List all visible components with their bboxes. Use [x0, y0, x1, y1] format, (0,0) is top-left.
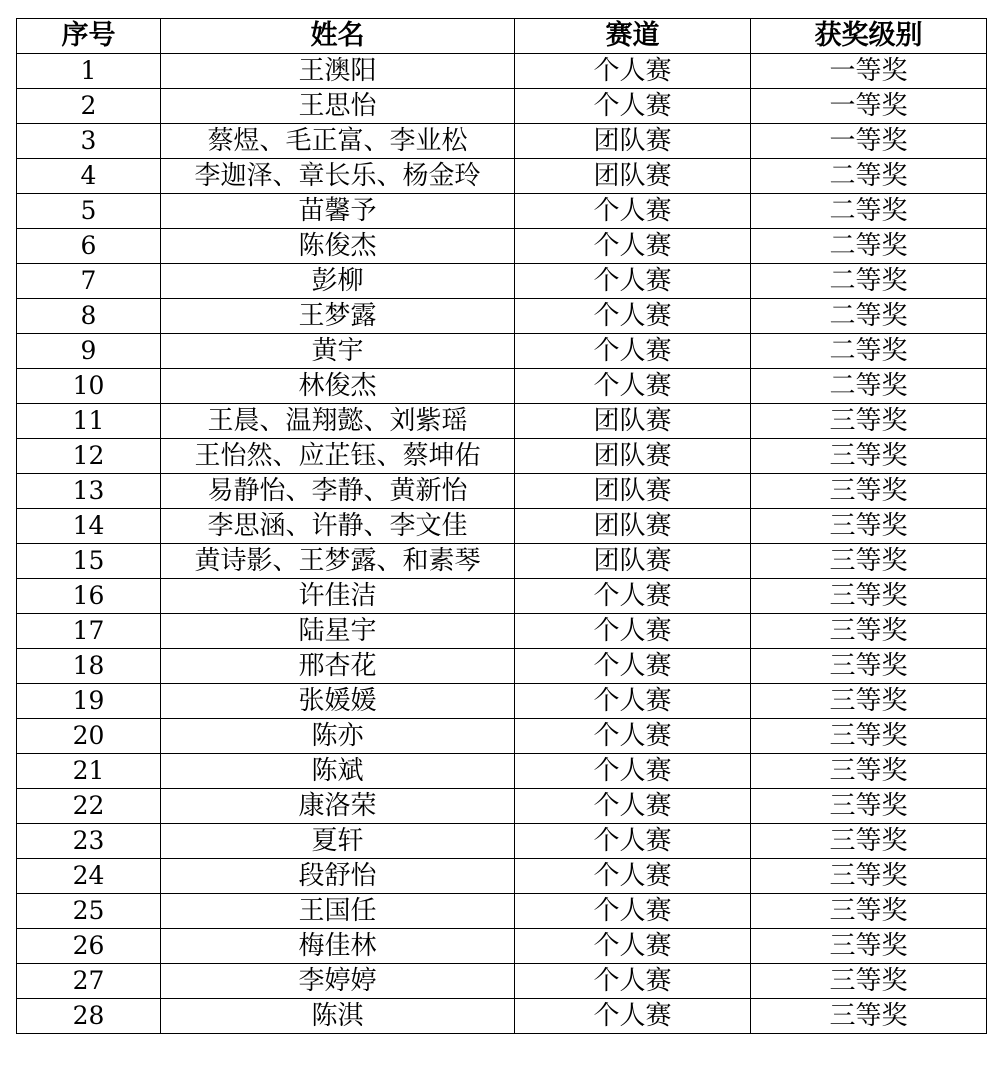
cell-track: 个人赛: [515, 54, 751, 89]
cell-serial-number: 10: [17, 369, 161, 404]
cell-name: 蔡煜、毛正富、李业松: [161, 124, 515, 159]
cell-serial-number: 4: [17, 159, 161, 194]
table-row: [17, 929, 987, 964]
cell-track: 个人赛: [515, 614, 751, 649]
cell-serial-number: 11: [17, 404, 161, 439]
cell-serial-number: 25: [17, 894, 161, 929]
cell-track: 个人赛: [515, 369, 751, 404]
cell-award-level: 三等奖: [751, 474, 987, 509]
cell-track: 个人赛: [515, 754, 751, 789]
cell-award-level: 一等奖: [751, 54, 987, 89]
cell-name: 陆星宇: [161, 614, 515, 649]
cell-name: 彭柳: [161, 264, 515, 299]
cell-track: 团队赛: [515, 509, 751, 544]
table-row: [17, 544, 987, 579]
table-row: [17, 719, 987, 754]
table-row: [17, 439, 987, 474]
cell-award-level: 三等奖: [751, 439, 987, 474]
cell-name: 陈亦: [161, 719, 515, 754]
cell-name: 张媛媛: [161, 684, 515, 719]
cell-name: 王国任: [161, 894, 515, 929]
cell-award-level: 三等奖: [751, 789, 987, 824]
cell-track: 个人赛: [515, 229, 751, 264]
cell-track: 个人赛: [515, 264, 751, 299]
cell-award-level: 三等奖: [751, 964, 987, 999]
cell-award-level: 三等奖: [751, 859, 987, 894]
cell-name: 梅佳林: [161, 929, 515, 964]
cell-serial-number: 27: [17, 964, 161, 999]
table-row: [17, 264, 987, 299]
cell-award-level: 三等奖: [751, 929, 987, 964]
table-row: [17, 194, 987, 229]
cell-track: 团队赛: [515, 439, 751, 474]
cell-award-level: 一等奖: [751, 124, 987, 159]
cell-track: 个人赛: [515, 964, 751, 999]
table-row: [17, 474, 987, 509]
cell-name: 李迦泽、章长乐、杨金玲: [161, 159, 515, 194]
table-row: [17, 89, 987, 124]
cell-track: 个人赛: [515, 89, 751, 124]
header-award-level: 获奖级别: [751, 19, 987, 54]
cell-name: 黄诗影、王梦露、和素琴: [161, 544, 515, 579]
cell-name: 邢杏花: [161, 649, 515, 684]
cell-name: 黄宇: [161, 334, 515, 369]
cell-serial-number: 7: [17, 264, 161, 299]
cell-award-level: 二等奖: [751, 369, 987, 404]
cell-serial-number: 16: [17, 579, 161, 614]
cell-name: 康洛荣: [161, 789, 515, 824]
cell-serial-number: 14: [17, 509, 161, 544]
cell-track: 团队赛: [515, 159, 751, 194]
table-row: [17, 369, 987, 404]
cell-track: 团队赛: [515, 474, 751, 509]
cell-track: 个人赛: [515, 579, 751, 614]
cell-name: 李婷婷: [161, 964, 515, 999]
cell-serial-number: 6: [17, 229, 161, 264]
cell-track: 个人赛: [515, 299, 751, 334]
cell-award-level: 三等奖: [751, 719, 987, 754]
cell-track: 团队赛: [515, 404, 751, 439]
cell-name: 易静怡、李静、黄新怡: [161, 474, 515, 509]
cell-serial-number: 19: [17, 684, 161, 719]
cell-track: 个人赛: [515, 719, 751, 754]
table-row: [17, 334, 987, 369]
cell-award-level: 三等奖: [751, 579, 987, 614]
cell-award-level: 三等奖: [751, 404, 987, 439]
cell-serial-number: 13: [17, 474, 161, 509]
cell-track: 个人赛: [515, 334, 751, 369]
table-row: [17, 404, 987, 439]
table-row: [17, 824, 987, 859]
cell-track: 个人赛: [515, 824, 751, 859]
cell-name: 陈俊杰: [161, 229, 515, 264]
cell-award-level: 三等奖: [751, 999, 987, 1034]
table-row: [17, 159, 987, 194]
cell-name: 夏轩: [161, 824, 515, 859]
cell-award-level: 二等奖: [751, 194, 987, 229]
cell-award-level: 二等奖: [751, 159, 987, 194]
table-row: [17, 789, 987, 824]
cell-track: 个人赛: [515, 894, 751, 929]
cell-name: 王思怡: [161, 89, 515, 124]
cell-name: 李思涵、许静、李文佳: [161, 509, 515, 544]
cell-track: 团队赛: [515, 544, 751, 579]
cell-track: 个人赛: [515, 929, 751, 964]
header-row: [17, 19, 987, 54]
table-row: [17, 684, 987, 719]
cell-track: 个人赛: [515, 194, 751, 229]
cell-track: 个人赛: [515, 684, 751, 719]
cell-serial-number: 15: [17, 544, 161, 579]
table-row: [17, 894, 987, 929]
table-row: [17, 54, 987, 89]
cell-name: 陈斌: [161, 754, 515, 789]
cell-serial-number: 1: [17, 54, 161, 89]
table-row: [17, 124, 987, 159]
cell-name: 王梦露: [161, 299, 515, 334]
table-row: [17, 999, 987, 1034]
cell-name: 许佳洁: [161, 579, 515, 614]
cell-track: 个人赛: [515, 999, 751, 1034]
cell-serial-number: 21: [17, 754, 161, 789]
cell-serial-number: 9: [17, 334, 161, 369]
cell-name: 王晨、温翔懿、刘紫瑶: [161, 404, 515, 439]
table-row: [17, 754, 987, 789]
table-row: [17, 964, 987, 999]
cell-name: 苗馨予: [161, 194, 515, 229]
cell-serial-number: 17: [17, 614, 161, 649]
header-track: 赛道: [515, 19, 751, 54]
cell-serial-number: 26: [17, 929, 161, 964]
cell-award-level: 三等奖: [751, 754, 987, 789]
cell-name: 陈淇: [161, 999, 515, 1034]
cell-award-level: 二等奖: [751, 334, 987, 369]
cell-award-level: 三等奖: [751, 509, 987, 544]
table-row: [17, 614, 987, 649]
cell-serial-number: 8: [17, 299, 161, 334]
header-serial-number: 序号: [17, 19, 161, 54]
table-row: [17, 509, 987, 544]
cell-serial-number: 28: [17, 999, 161, 1034]
cell-award-level: 二等奖: [751, 229, 987, 264]
cell-track: 个人赛: [515, 649, 751, 684]
cell-track: 团队赛: [515, 124, 751, 159]
table-row: [17, 649, 987, 684]
cell-name: 段舒怡: [161, 859, 515, 894]
cell-name: 王澳阳: [161, 54, 515, 89]
cell-award-level: 三等奖: [751, 649, 987, 684]
header-name: 姓名: [161, 19, 515, 54]
cell-serial-number: 23: [17, 824, 161, 859]
cell-award-level: 三等奖: [751, 894, 987, 929]
cell-track: 个人赛: [515, 789, 751, 824]
cell-award-level: 三等奖: [751, 824, 987, 859]
table-row: [17, 229, 987, 264]
table-row: [17, 859, 987, 894]
cell-serial-number: 2: [17, 89, 161, 124]
cell-award-level: 二等奖: [751, 299, 987, 334]
cell-award-level: 三等奖: [751, 684, 987, 719]
awards-table: [16, 18, 987, 1034]
cell-serial-number: 5: [17, 194, 161, 229]
cell-serial-number: 22: [17, 789, 161, 824]
cell-award-level: 三等奖: [751, 544, 987, 579]
cell-serial-number: 3: [17, 124, 161, 159]
cell-award-level: 三等奖: [751, 614, 987, 649]
cell-serial-number: 12: [17, 439, 161, 474]
cell-serial-number: 24: [17, 859, 161, 894]
cell-track: 个人赛: [515, 859, 751, 894]
cell-name: 王怡然、应芷钰、蔡坤佑: [161, 439, 515, 474]
table-row: [17, 299, 987, 334]
table-row: [17, 579, 987, 614]
cell-name: 林俊杰: [161, 369, 515, 404]
cell-award-level: 二等奖: [751, 264, 987, 299]
cell-award-level: 一等奖: [751, 89, 987, 124]
table-body: [17, 54, 987, 1034]
cell-serial-number: 20: [17, 719, 161, 754]
cell-serial-number: 18: [17, 649, 161, 684]
